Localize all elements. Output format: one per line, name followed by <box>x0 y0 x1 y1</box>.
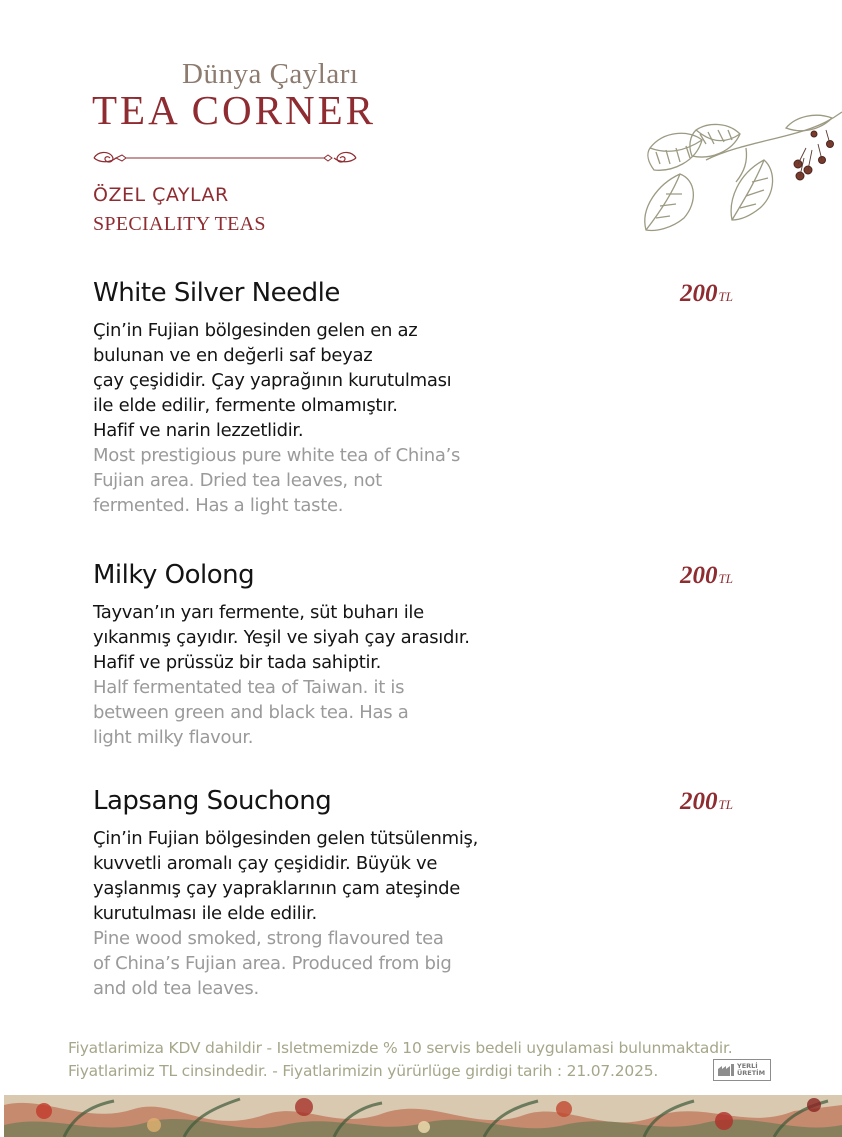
item-price <box>680 280 733 308</box>
item-price-value: 200 <box>680 562 718 589</box>
factory-icon <box>717 1063 735 1077</box>
item-price-currency: TL <box>718 571 733 586</box>
item-description-tr: Çin’in Fujian bölgesinden gelen tütsülenmiş, kuvvetli aromalı çay çeşididir. Büyük ve yaşlanmış çay yapraklarının çam ateşinde kurutulması ile elde edilir. <box>93 828 479 924</box>
section-title-en: SPECIALITY TEAS <box>93 213 266 235</box>
item-price-currency: TL <box>718 289 733 304</box>
item-description-en: Pine wood smoked, strong flavoured tea of China’s Fujian area. Produced from big and old tea leaves. <box>93 928 452 999</box>
page-subtitle: Dünya Çayları <box>182 58 359 90</box>
section-title-tr: ÖZEL ÇAYLAR <box>93 184 229 206</box>
item-description-tr: Çin’in Fujian bölgesinden gelen en az bulunan ve en değerli saf beyaz çay çeşididir. Çay yaprağının kurutulması ile elde edilir, fermente olmamıştır. Hafif ve narin lezzetlidir. <box>93 320 452 441</box>
item-name: Milky Oolong <box>93 560 255 590</box>
tea-branch-illustration <box>636 100 842 236</box>
item-description-tr: Tayvan’ın yarı fermente, süt buharı ile yıkanmış çayıdır. Yeşil ve siyah çay arasıdır. Hafif ve prüssüz bir tada sahiptir. <box>93 602 470 673</box>
item-price-value: 200 <box>680 788 718 815</box>
item-description-en: Most prestigious pure white tea of China’s Fujian area. Dried tea leaves, not fermented. Has a light taste. <box>93 445 461 516</box>
footer-note-line1: Fiyatlarimiza KDV dahildir - Isletmemizde % 10 servis bedeli uygulamasi bulunmaktadir. <box>68 1039 733 1057</box>
footer-note-line2: Fiyatlarimiz TL cinsindedir. - Fiyatlarimizin yürürlüge girdigi tarih : 21.07.2025. <box>68 1062 659 1080</box>
local-production-badge <box>713 1059 771 1081</box>
menu-item-white-silver-needle <box>93 278 733 518</box>
menu-item-milky-oolong <box>93 560 733 750</box>
item-price <box>680 788 733 816</box>
ornament-divider <box>92 149 358 169</box>
page-title: TEA CORNER <box>92 87 376 133</box>
item-price-currency: TL <box>718 797 733 812</box>
badge-label: YERLİ ÜRETİM <box>737 1062 766 1077</box>
menu-item-lapsang-souchong <box>93 786 733 1001</box>
item-name: White Silver Needle <box>93 278 340 308</box>
item-name: Lapsang Souchong <box>93 786 332 816</box>
item-price <box>680 562 733 590</box>
item-price-value: 200 <box>680 280 718 307</box>
item-description-en: Half fermentated tea of Taiwan. it is between green and black tea. Has a light milky flavour. <box>93 677 409 748</box>
decorative-botanical-band <box>4 1095 842 1137</box>
